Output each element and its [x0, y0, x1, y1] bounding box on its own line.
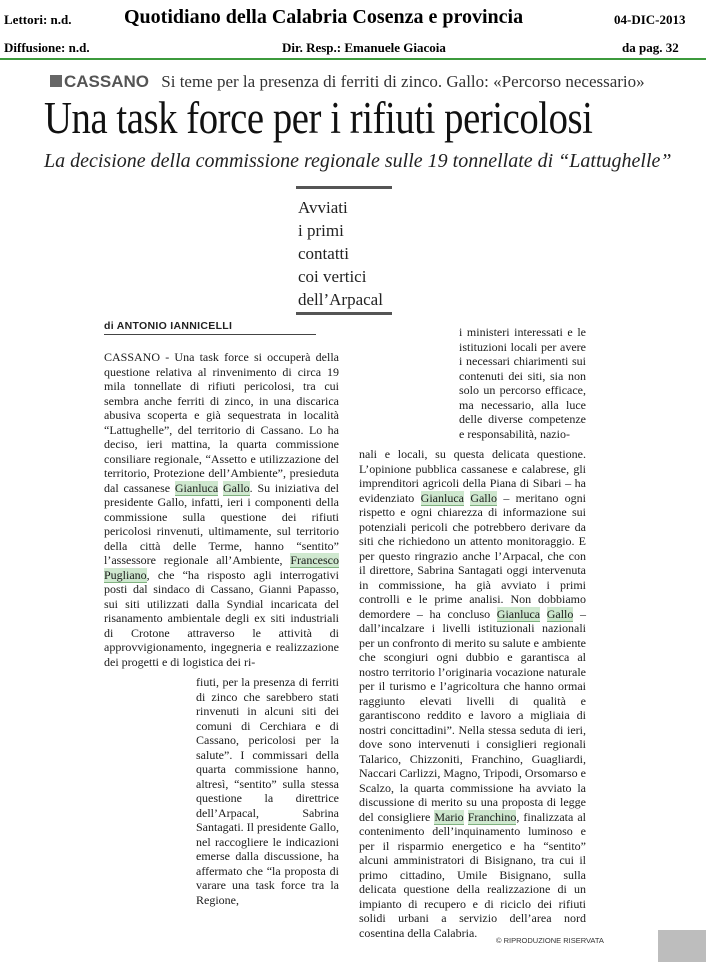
callout-rule-bottom [296, 312, 392, 315]
highlighted-name: Gianluca [420, 490, 464, 505]
highlighted-name: Gianluca [496, 606, 541, 621]
article-subhead: La decisione della commissione regionale sulle 19 tonnellate di “Lattughelle” [44, 150, 672, 172]
pull-quote-line: i primi [298, 221, 344, 240]
article-column-1 [104, 350, 339, 669]
text-run: – dall’incalzare i livelli istituzionali nazionali per un confronto di merito su salute e ambiente che scongiuri ogni dubbio e garantisca al nostro territorio l’originaria vocazione naturale per il turismo e l’agricoltura che hanno ormai raggiunto elevati livelli di qualità e garantiscono reddito e lavoro a migliaia di nostri concittadini”. Nella stessa seduta di ieri, dove sono intervenuti i consiglieri regionali Talarico, Chizzoniti, Franchino, Guagliardi, Naccari Carlizzi, Magno, Tripodi, Orsomarso e Scalzo, la quarta commissione ha avviato la discussione di merito su una proposta di legge del consigliere [359, 606, 587, 824]
page-reference: da pag. 32 [622, 40, 679, 55]
highlighted-name: Gallo [223, 480, 250, 495]
text-run: . Su iniziativa del presidente Gallo, infatti, ieri i componenti della commissione sulla questione dei rifiuti pericolosi rinvenuti, ultimamente, sul territorio della città delle Terme, hanno “sentito” l’assessore regionale all’Ambiente, [104, 480, 340, 567]
article-column-4 [359, 447, 586, 940]
highlighted-name: Franchino [467, 809, 517, 824]
byline-rule [104, 334, 316, 335]
byline: di ANTONIO IANNICELLI [104, 320, 233, 332]
article-kicker [50, 72, 645, 92]
corner-mark [658, 930, 706, 962]
paragraph: i ministeri interessati e le istituzioni locali per avere i necessari chiarimenti sui contenuti dei siti, sia non solo un percorso efficace, ma necessario, alla luce delle diverse competenze e responsabilità, nazio- [459, 325, 586, 441]
article-column-2 [196, 675, 339, 907]
highlighted-name: Gallo [470, 490, 497, 505]
paragraph [104, 350, 339, 669]
text-run: nali e locali, su questa delicata questione. L’opinione pubblica cassanese e calabrese, gli imprenditori agricoli della Piana di Sibari – ha evidenziato [359, 447, 586, 505]
pull-quote-line: coi vertici [298, 267, 367, 286]
pull-quote [298, 196, 418, 311]
copyright-notice: © RIPRODUZIONE RISERVATA [496, 936, 604, 945]
article-headline: Una task force per i rifiuti pericolosi [44, 93, 593, 143]
section-tag: CASSANO [50, 72, 149, 92]
paragraph [359, 447, 586, 940]
pull-quote-line: dell’Arpacal [298, 290, 383, 309]
callout-rule-top [296, 186, 392, 189]
pull-quote-line: Avviati [298, 198, 348, 217]
highlighted-name: Pugliano [104, 567, 147, 582]
text-run: – meritano ogni rispetto e ogni chiarezza di informazione sui potenziali pericoli che potrebbero derivare da siti che richiedono un attento monitoraggio. E per questo ringrazio anche l’Arpacal, che con il direttore, Sabrina Santagati oggi intervenuta in commissione, ha già avviato i primi controlli e le prime analisi. Non dobbiamo demordere – ha concluso [359, 490, 586, 621]
kicker-text: Si teme per la presenza di ferriti di zinco. Gallo: «Percorso necessario» [161, 72, 645, 91]
pull-quote-line: contatti [298, 244, 349, 263]
paragraph: fiuti, per la presenza di ferriti di zinco che sarebbero stati rinvenuti in alcuni siti dei comuni di Cerchiara e di Cassano, pericolosi per la salute”. I commissari della quarta commissione hanno, altresì, “sentito” sulla stessa questione la direttrice dell’Arpacal, Sabrina Santagati. Il presidente Gallo, nel raccogliere le indicazioni emerse dalla discussione, ha affermato che “la proposta di varare una task force tra la Regione, [196, 675, 339, 907]
director-label: Dir. Resp.: Emanuele Giacoia [282, 40, 446, 55]
circulation-label: Diffusione: n.d. [4, 40, 90, 55]
highlighted-name: Francesco [290, 553, 340, 567]
highlighted-name: Gallo [546, 606, 574, 621]
text-run: , finalizzata al contenimento dell’inquinamento luminoso e per il risparmio energetico e ha “sentito” alcuni amministratori di Bisignano, tra cui il primo cittadino, Umile Bisignano, sulla delicata questione della realizzazione di un impianto di recupero e di riciclo dei rifiuti solidi urbani a servizio dell’area nord cosentina della Calabria. [359, 809, 586, 940]
header-divider [0, 58, 706, 60]
text-run: , che “ha risposto agli interrogativi posti dal sindaco di Cassano, Gianni Papasso, sui siti utilizzati dalla Syndial incaricata del risanamento ambientale degli ex siti industriali di Crotone attraverso le attività di approvvigionamento, ingegneria e realizzazione dei progetti e di logistica dei ri- [104, 567, 339, 669]
article-column-3 [459, 325, 586, 441]
highlighted-name: Mario [434, 809, 464, 824]
issue-date: 04-DIC-2013 [614, 12, 686, 27]
highlighted-name: Gianluca [174, 480, 219, 495]
readers-label: Lettori: n.d. [4, 12, 72, 27]
newspaper-title: Quotidiano della Calabria Cosenza e provincia [124, 6, 524, 28]
text-run: CASSANO - Una task force si occuperà della questione relativa al rinvenimento di circa 19 mila tonnellate di rifiuti pericolosi, tra cui sembra anche ferriti di zinco, in una discarica abusiva scoperta e già sequestrata in località “Lattughelle”, del territorio di Cassano. Lo ha deciso, ieri mattina, la quarta commissione consiliare regionale, “Assetto e utilizzazione del territorio, Protezione dell’Ambiente”, presieduta dal cassanese [104, 350, 339, 495]
